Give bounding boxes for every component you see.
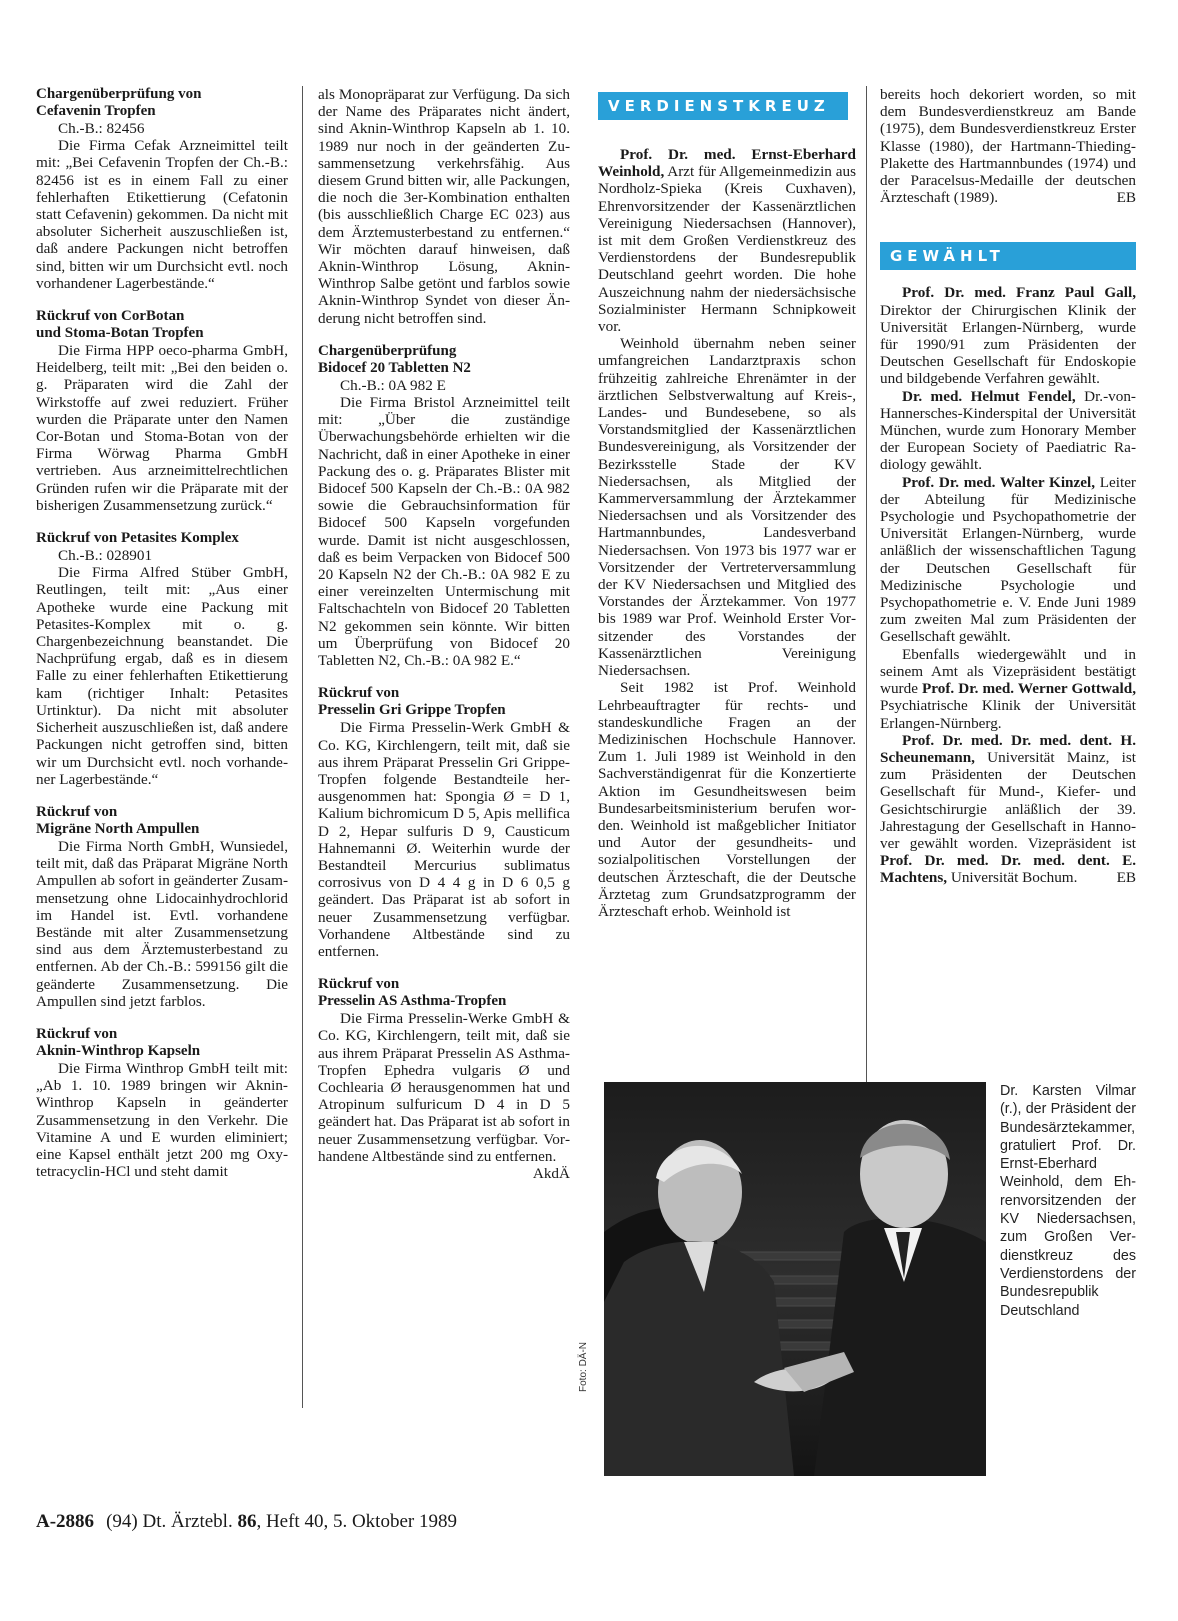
batch-code: Ch.-B.: 028901 (58, 547, 153, 565)
page-number: A-2886 (36, 1511, 95, 1532)
section-title: Rückruf von (318, 685, 400, 702)
issue-date: , Heft 40, 5. Oktober 1989 (256, 1511, 457, 1532)
person-name: Prof. Dr. med. Dr. med. dent. H. Scheunemann, (880, 731, 1136, 766)
article-section (318, 343, 570, 669)
person-name: Prof. Dr. med. Werner Gottwald, (922, 680, 1136, 698)
body-paragraph: Die Firma Presselin-Werke GmbH & Co. KG, Kirchlengern, teilt mit, daß sie aus ihrem Präparat Presselin AS Asthma-Tropfen Ephedra vulgaris Ø und Cochlearia Ø herausgenommen hat und Atropinum sulfuricum D 4 in D 5 geändert hat. Das Präparat ist ab sofort in neuer Zusammensetzung verfügbar. Vorhandene Altbestände sind zu entfernen. AkdÄ (318, 1010, 570, 1182)
column-3 (598, 86, 856, 920)
body-paragraph: Weinhold übernahm neben seiner umfangreichen Landarztpraxis schon frühzeitig zahlreiche Ehrenämter in der ärztlichen Selbstverwaltung auf Kreis-, Landes- und Bundesebene, so als Vorstandsmitglied der Kassenärztlichen Bundesvereinigung, als Vorsitzender der Bezirksstelle Stade der KV Niedersachsen, als Mitglied der Kammerversammlung der Ärztekammer Niedersachsen und als Vorsitzender des Hartmannbundes, Landesverband Niedersachsen. Von 1973 bis 1977 war er Vorsitzender der Vertreterversammlung der KV Niedersachsen und Mitglied des Vorstandes der Ärztekammer. Von 1977 bis 1989 war Prof. Weinhold Erster Vorsitzender des Vorstandes der Kassenärztlichen Vereinigung Niedersachsen. (598, 335, 856, 680)
author-signature: AkdÄ (532, 1164, 570, 1182)
body-paragraph: Die Firma Bristol Arzneimittel teilt mit: „Über die zuständige Überwachungsbehörde erhielten wir die Nachricht, daß in einer Apotheke in einer Packung des o. g. Präparates Blister mit Bidocef 500 Kapseln der Ch.-B.: 0A 982 sowie die Gebrauchsinformation für Bidocef 500 Kapseln vorgefunden wurde. Damit ist nicht ausgeschlossen, daß es beim Verpacken von Bidocef 500 20 Kapseln N2 der Ch.-B.: 0A 982 E zu einer vereinzelten Untermischung mit Faltschachteln von Bidocef 20 Tabletten N2 gekommen sein könnte. Wir bitten um Überprüfung von Bidocef 20 Tabletten N2, Ch.-B.: 0A 982 E.“ (318, 394, 570, 670)
person-name: Dr. med. Helmut Fendel, (902, 387, 1076, 405)
section-banner-verdienstkreuz: VERDIENSTKREUZ (598, 92, 848, 120)
column-2 (318, 86, 570, 1182)
section-title: Migräne North Ampullen (36, 820, 200, 837)
article-section (36, 530, 288, 788)
section-title: Rückruf von (36, 1025, 118, 1042)
article-section (36, 86, 288, 292)
author-signature: EB (1116, 189, 1136, 207)
journal-citation: (94) Dt. Ärztebl. (106, 1511, 233, 1532)
section-title: Aknin-Winthrop Kapseln (36, 1042, 201, 1059)
photo-caption: Dr. Karsten Vilmar (r.), der Präsident der Bundesärztekammer, gratuliert Prof. Dr. Ernst-Eberhard Weinhold, dem Ehrenvorsitzenden der KV Niedersachsen, zum Großen Verdienstkreuz des Verdienstordens der Bundesrepublik Deutschland (1000, 1083, 1136, 1319)
batch-code: Ch.-B.: 0A 982 E (340, 376, 446, 394)
author-signature: EB (1116, 869, 1136, 887)
batch-code: Ch.-B.: 82456 (58, 120, 145, 137)
body-paragraph: Ebenfalls wiedergewählt und in seinem Amt als Vizepräsident bestätigt wurde Prof. Dr. med. Werner Gottwald, Psychiatrische Klinik der Universität Erlangen-Nürnberg. (880, 645, 1136, 732)
body-paragraph: Dr. med. Helmut Fendel, Dr.-von-Hannersches-Kinderspital der Universität München, wurde zum Honorary Member der European Society of Paediatric Radiology gewählt. (880, 387, 1136, 474)
column-rule (302, 86, 303, 1408)
article-section (36, 804, 288, 1010)
section-title: Cefavenin Tropfen (36, 103, 156, 119)
person-name: Prof. Dr. med. Walter Kinzel, (902, 473, 1095, 491)
article-section (318, 86, 570, 327)
body-paragraph: Die Firma Presselin-Werk GmbH & Co. KG, Kirchlengern, teilt mit, daß sie aus ihrem Präparat Presselin Gri Grippe-Tropfen folgende Bestandteile herausgenommen hat: Spongia Ø = D 1, Kalium bichromicum D 5, Apis mellifica D 2, Hepar sulfuris D 9, Causticum Hahnemanni Ø. Weiterhin wurde der Bestandteil Mercurius sublimatus corrosivus von D 4 4 g in D 6 0,5 g geändert. Das Präparat ist ab sofort in neuer Zusammensetzung verfügbar. Vorhandene Altbestände sind zu entfernen. (318, 719, 570, 960)
person-name: Prof. Dr. med. Dr. med. dent. E. Machtens, (880, 852, 1136, 887)
section-title: Rückruf von (36, 803, 118, 820)
page-footer (36, 1511, 457, 1533)
section-title: Rückruf von (318, 976, 400, 993)
article-section (318, 685, 570, 960)
column-1 (36, 86, 288, 1180)
article-section (318, 976, 570, 1182)
body-paragraph: Prof. Dr. med. Ernst-Eberhard Weinhold, Arzt für Allgemeinmedizin aus Nordholz-Spieka (Kreis Cuxhaven), Ehrenvorsitzender der Kassenärztlichen Vereinigung Niedersachsen (Hannover), ist mit dem Großen Verdienstkreuz des Verdienstordens der Bundesrepublik Deutschland geehrt worden. Die hohe Auszeichnung nahm der niedersächsische Sozialminister Hermann Schnipkoweit vor. (598, 146, 856, 336)
section-title: Chargenüberprüfung von (36, 86, 202, 102)
photo-credit: Foto: DÄ-N (578, 1341, 589, 1392)
body-paragraph: Seit 1982 ist Prof. Weinhold Lehrbeauftragter für rechts- und standeskundliche Fragen an der Medizinischen Hochschule Hannover. Zum 1. Juli 1989 ist Weinhold in den Sachverständigenrat für die Konzertierte Aktion im Gesundheitswesen beim Bundesarbeitsministerium berufen worden. Weinhold ist maßgeblicher Initiator und Autor der gesundheits- und sozialpolitischen Vorstellungen der deutschen Ärzteschaft, die der Deutsche Ärztetag zum Grundsatzprogramm der Ärzteschaft erhob. Weinhold ist (598, 679, 856, 920)
section-title: Chargenüberprüfung (318, 342, 457, 359)
section-title: Rückruf von CorBotan (36, 308, 185, 325)
body-paragraph: Prof. Dr. med. Franz Paul Gall, Direktor der Chirurgischen Klinik der Universität Erlangen-Nürnberg, wurde für 1990/91 zum Präsidenten der Deutschen Gesellschaft für Endoskopie und bildgebende Verfahren gewählt. (880, 284, 1136, 388)
section-title: Presselin Gri Grippe Tropfen (318, 702, 506, 719)
section-title: Rückruf von Petasites Komplex (36, 530, 239, 547)
body-paragraph: Die Firma Cefak Arzneimittel teilt mit: „Bei Cefavenin Tropfen der Ch.-B.: 82456 ist es in einem Fall zu einer fehlerhaften Etikettierung (Cefatonin statt Cefavenin) gekommen. Da nicht mit absoluter Sicherheit auszuschließen ist, daß andere Packungen nicht betroffen sind, bitten wir um Durchsicht evtl. noch vorhandener Lagerbestände.“ (36, 137, 288, 292)
column-4 (880, 86, 1136, 887)
article-section (36, 1026, 288, 1180)
body-paragraph: Die Firma Alfred Stüber GmbH, Reutlingen, teilt mit: „Aus einer Apotheke wurde eine Packung mit Petasites-Komplex mit o. g. Chargenbezeichnung beanstandet. Die Nachprüfung ergab, daß es in diesem Falle zu einer fehlerhaften Etikettierung kam (richtiger Inhalt: Petasites Urtinktur). Da nicht mit absoluter Sicherheit auszuschließen ist, daß andere Packungen nicht getroffen sind, bitten wir um Durchsicht evtl. noch vorhandener Lagerbestände.“ (36, 564, 288, 788)
body-paragraph: als Monopräparat zur Verfügung. Da sich der Name des Präparates nicht ändert, sind Aknin-Winthrop Kapseln ab 1. 10. 1989 nur noch in der geänderten Zusammensetzung verkehrsfähig. Aus diesem Grund bitten wir, alle Packungen, die noch die 3er-Kombination enthalten (bis ausschließlich Charge EC 023) aus dem Ärztemusterbestand zu entfernen.“ Wir möchten darauf hinweisen, daß Aknin-Winthrop Lösung, Aknin-Winthrop Salbe getönt und farblos sowie Aknin-Winthrop Syndet von dieser Änderung nicht betroffen sind. (318, 86, 570, 327)
column-rule (866, 86, 867, 1086)
person-name: Prof. Dr. med. Franz Paul Gall, (902, 284, 1136, 302)
body-paragraph: Prof. Dr. med. Walter Kinzel, Leiter der Abteilung für Medizinische Psychologie und Psychopathometrie der Universität Erlangen-Nürnberg, wurde anläßlich der wissenschaftlichen Tagung der Deutschen Gesellschaft für Medizinische Psychologie und Psychopathometrie e. V. Ende Juni 1989 zum zweiten Mal zum Präsidenten der Gesellschaft gewählt. (880, 473, 1136, 646)
body-paragraph: Die Firma North GmbH, Wunsiedel, teilt mit, daß das Präparat Migräne North Ampullen ab sofort in geänderter Zusammensetzung ohne Lidocainhydrochlorid im Handel ist. Evtl. vorhandene Bestände mit alter Zusammensetzung sind aus dem Ärztemusterbestand zu entfernen. Ab der Ch.-B.: 599156 gilt die geänderte Zusammensetzung. Die Ampullen sind jetzt farblos. (36, 837, 288, 1010)
section-title: und Stoma-Botan Tropfen (36, 325, 204, 342)
news-photo (604, 1082, 986, 1476)
body-paragraph: Die Firma Winthrop GmbH teilt mit: „Ab 1. 10. 1989 bringen wir Aknin-Winthrop Kapseln in geänderter Zusammensetzung in den Verkehr. Die Vitamine A und E wurden eliminiert; eine Kapsel enthält jetzt 200 mg Oxytetracyclin-HCl und steht damit (36, 1059, 288, 1181)
section-title: Bidocef 20 Tabletten N2 (318, 359, 471, 376)
person-name: Prof. Dr. med. Ernst-Eberhard Weinhold, (598, 146, 856, 181)
section-title: Presselin AS Asthma-Tropfen (318, 993, 507, 1010)
article-section (36, 308, 288, 514)
section-banner-gewaehlt: GEWÄHLT (880, 242, 1136, 270)
body-paragraph: Prof. Dr. med. Dr. med. dent. H. Scheunemann, Universität Mainz, ist zum Präsidenten der Deutschen Gesellschaft für Mund-, Kiefer- und Gesichtschirurgie anläßlich der 39. Jahrestagung der Gesellschaft in Hannover gewählt worden. Vizepräsident ist Prof. Dr. med. Dr. med. dent. E. Machtens, Universität Bochum. EB (880, 731, 1136, 887)
body-paragraph: Die Firma HPP oeco-pharma GmbH, Heidelberg, teilt mit: „Bei den beiden o. g. Präparaten wird die Zahl der Wirkstoffe auf zwei reduziert. Früher wurden die Präparate unter den Namen Cor-Botan und Stoma-Botan von der Firma Wörwag Pharma GmbH vertrieben. Aus arzneimittelrechtlichen Gründen rufen wir die Präparate mit der bisherigen Zusammensetzung zurück.“ (36, 342, 288, 514)
intro-paragraph: bereits hoch dekoriert worden, so mit dem Bundesverdienstkreuz am Bande (1975), dem Bundesverdienstkreuz Erster Klasse (1980), der Hartmann-Thieding-Plakette des Hartmannbundes (1974) und der Paracelsus-Medaille der deutschen Ärzteschaft (1989). EB (880, 86, 1136, 207)
volume-number: 86 (237, 1511, 257, 1532)
